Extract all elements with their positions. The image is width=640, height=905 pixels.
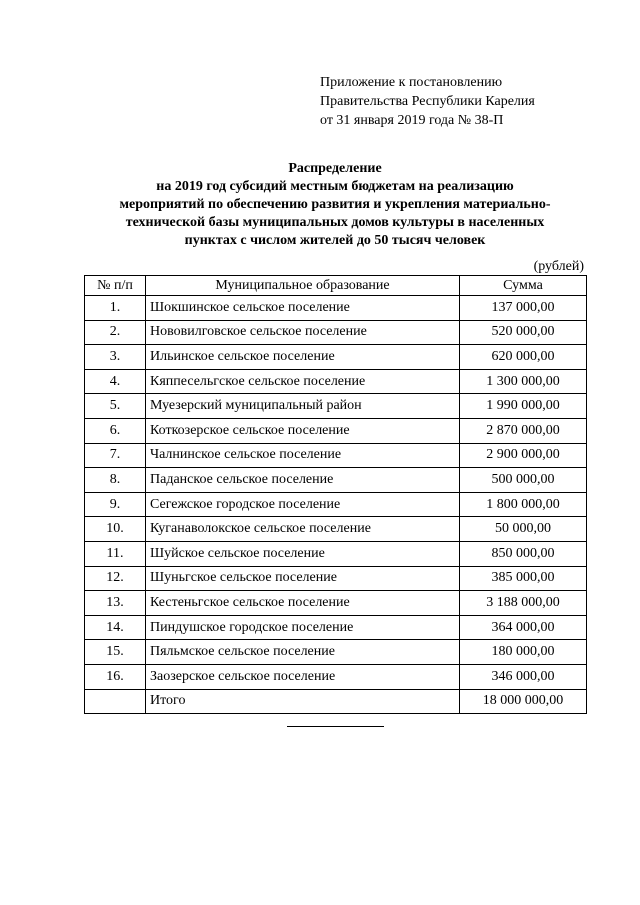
table-row [85, 394, 587, 419]
row-num: 6. [85, 418, 146, 443]
row-sum: 1 300 000,00 [460, 369, 587, 394]
row-municipality: Куганаволокское сельское поселение [146, 517, 460, 542]
appendix-header [320, 73, 535, 130]
header-sum: Сумма [460, 276, 587, 296]
title-line: мероприятий по обеспечению развития и укрепления материально- [119, 197, 551, 212]
row-num: 4. [85, 369, 146, 394]
row-num: 2. [85, 320, 146, 345]
row-municipality: Паданское сельское поселение [146, 468, 460, 493]
table-row [85, 418, 587, 443]
header-municipality: Муниципальное образование [146, 276, 460, 296]
title-line: технической базы муниципальных домов культуры в населенных [125, 215, 545, 230]
row-sum: 50 000,00 [460, 517, 587, 542]
row-municipality: Пяльмское сельское поселение [146, 640, 460, 665]
row-sum: 520 000,00 [460, 320, 587, 345]
row-municipality: Коткозерское сельское поселение [146, 418, 460, 443]
total-label: Итого [146, 689, 460, 714]
row-num: 8. [85, 468, 146, 493]
row-municipality: Шуньгское сельское поселение [146, 566, 460, 591]
closing-divider [287, 726, 384, 727]
row-num: 13. [85, 591, 146, 616]
row-municipality: Пиндушское городское поселение [146, 615, 460, 640]
table-row [85, 517, 587, 542]
total-sum: 18 000 000,00 [460, 689, 587, 714]
table-row [85, 345, 587, 370]
row-num: 12. [85, 566, 146, 591]
row-municipality: Кестеньгское сельское поселение [146, 591, 460, 616]
row-municipality: Заозерское сельское поселение [146, 664, 460, 689]
table-row [85, 369, 587, 394]
row-sum: 364 000,00 [460, 615, 587, 640]
row-sum: 3 188 000,00 [460, 591, 587, 616]
row-sum: 620 000,00 [460, 345, 587, 370]
row-num: 9. [85, 492, 146, 517]
table-row [85, 468, 587, 493]
row-sum: 137 000,00 [460, 296, 587, 321]
row-sum: 2 900 000,00 [460, 443, 587, 468]
row-municipality: Нововилговское сельское поселение [146, 320, 460, 345]
table-header-row [85, 276, 587, 296]
header-num: № п/п [85, 276, 146, 296]
row-sum: 1 800 000,00 [460, 492, 587, 517]
row-municipality: Шуйское сельское поселение [146, 541, 460, 566]
title-line: пунктах с числом жителей до 50 тысяч человек [184, 233, 486, 248]
table-row [85, 443, 587, 468]
units-label: (рублей) [533, 259, 584, 274]
row-municipality: Чалнинское сельское поселение [146, 443, 460, 468]
row-num: 14. [85, 615, 146, 640]
row-municipality: Шокшинское сельское поселение [146, 296, 460, 321]
row-sum: 346 000,00 [460, 664, 587, 689]
row-sum: 500 000,00 [460, 468, 587, 493]
appendix-line: Приложение к постановлению [320, 75, 503, 90]
table-row [85, 640, 587, 665]
row-num: 11. [85, 541, 146, 566]
table-row [85, 566, 587, 591]
row-num: 10. [85, 517, 146, 542]
table-row [85, 541, 587, 566]
table-row [85, 664, 587, 689]
total-row [85, 689, 587, 714]
row-sum: 850 000,00 [460, 541, 587, 566]
document-title [80, 160, 590, 250]
row-sum: 2 870 000,00 [460, 418, 587, 443]
row-num: 3. [85, 345, 146, 370]
appendix-line: Правительства Республики Карелия [320, 94, 535, 109]
title-line: на 2019 год субсидий местным бюджетам на реализацию [156, 179, 514, 194]
row-num: 5. [85, 394, 146, 419]
total-num [85, 689, 146, 714]
row-municipality: Ильинское сельское поселение [146, 345, 460, 370]
row-sum: 385 000,00 [460, 566, 587, 591]
appendix-line: от 31 января 2019 года № 38-П [320, 113, 504, 128]
row-sum: 1 990 000,00 [460, 394, 587, 419]
table-row [85, 296, 587, 321]
row-num: 1. [85, 296, 146, 321]
row-num: 16. [85, 664, 146, 689]
row-municipality: Сегежское городское поселение [146, 492, 460, 517]
distribution-table [84, 275, 587, 714]
table-row [85, 615, 587, 640]
table-row [85, 492, 587, 517]
row-municipality: Муезерский муниципальный район [146, 394, 460, 419]
row-num: 7. [85, 443, 146, 468]
table-row [85, 320, 587, 345]
row-num: 15. [85, 640, 146, 665]
row-municipality: Кяппесельгское сельское поселение [146, 369, 460, 394]
table-row [85, 591, 587, 616]
row-sum: 180 000,00 [460, 640, 587, 665]
title-line: Распределение [288, 161, 382, 176]
